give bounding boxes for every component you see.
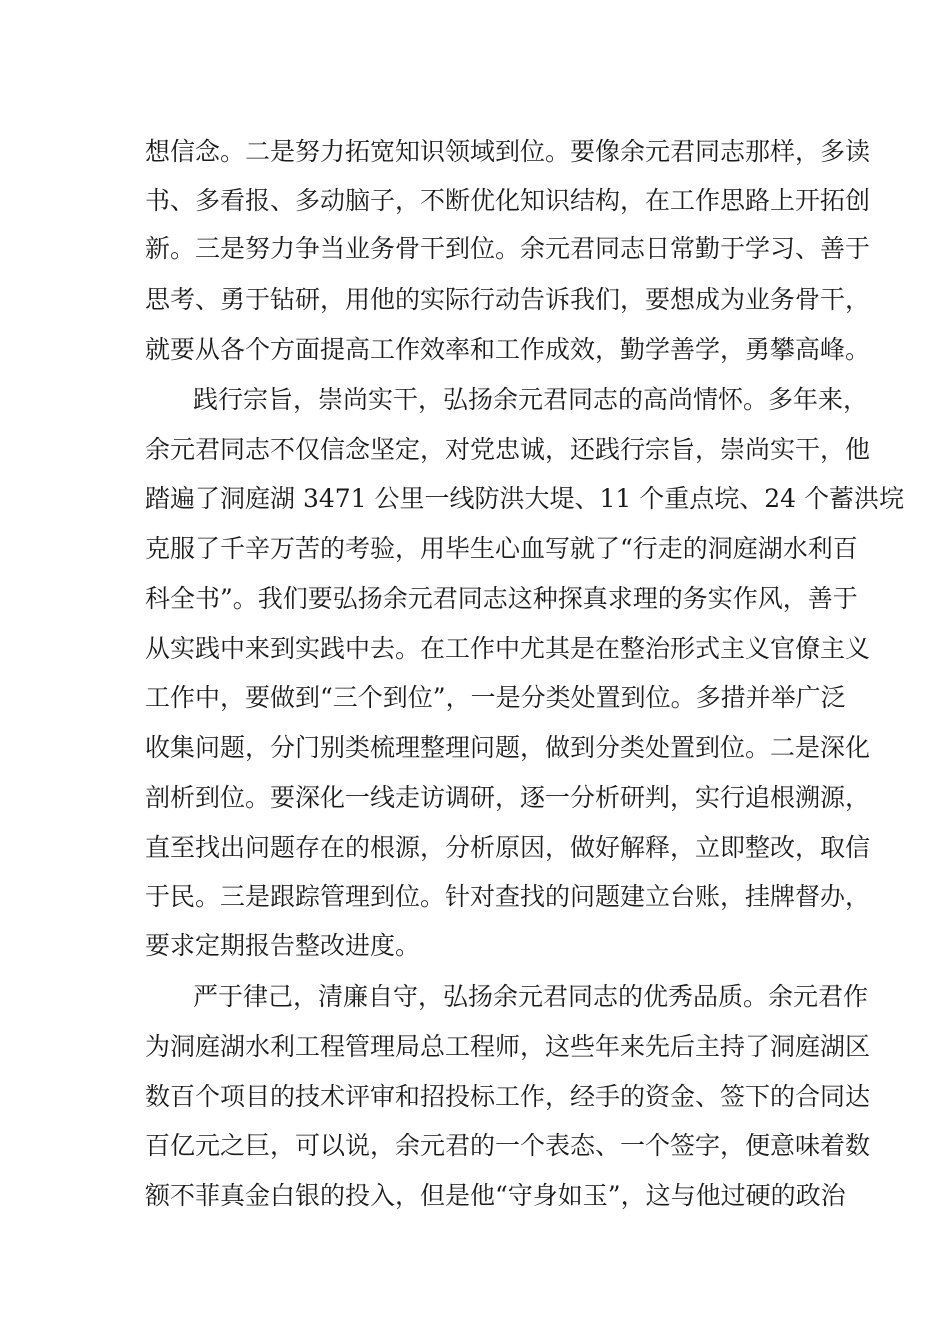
text-line: 书、多看报、多动脑子，不断优化知识结构，在工作思路上开拓创 [145, 186, 871, 215]
text-line: 为洞庭湖水利工程管理局总工程师，这些年来先后主持了洞庭湖区 [145, 1032, 871, 1061]
text-line: 从实践中来到实践中去。在工作中尤其是在整治形式主义官僚主义 [145, 634, 871, 663]
text-line: 想信念。二是努力拓宽知识领域到位。要像余元君同志那样，多读 [145, 137, 871, 166]
text-line: 额不菲真金白银的投入，但是他“守身如玉”，这与他过硬的政治 [145, 1181, 846, 1210]
paragraph-first-line: 践行宗旨，崇尚实干，弘扬余元君同志的高尚情怀。多年来， [193, 385, 869, 414]
text-line: 数百个项目的技术评审和招投标工作，经手的资金、签下的合同达 [145, 1082, 871, 1111]
text-line: 科全书”。我们要弘扬余元君同志这种探真求理的务实作风，善于 [145, 584, 858, 613]
text-line: 思考、勇于钻研，用他的实际行动告诉我们，要想成为业务骨干， [145, 285, 871, 314]
text-line: 工作中，要做到“三个到位”，一是分类处置到位。多措并举广泛 [145, 683, 846, 712]
paragraph-first-line: 严于律己，清廉自守，弘扬余元君同志的优秀品质。余元君作 [193, 982, 869, 1011]
text-line: 于民。三是跟踪管理到位。针对查找的问题建立台账，挂牌督办， [145, 882, 871, 911]
text-line: 余元君同志不仅信念坚定，对党忠诚，还践行宗旨，崇尚实干，他 [145, 435, 871, 464]
text-line: 克服了千辛万苦的考验，用毕生心血写就了“行走的洞庭湖水利百 [145, 534, 858, 563]
text-line: 百亿元之巨，可以说，余元君的一个表态、一个签字，便意味着数 [145, 1131, 871, 1160]
text-line: 新。三是努力争当业务骨干到位。余元君同志日常勤于学习、善于 [145, 234, 871, 263]
text-line: 要求定期报告整改进度。 [145, 931, 421, 960]
text-line: 就要从各个方面提高工作效率和工作成效，勤学善学，勇攀高峰。 [145, 335, 871, 364]
text-line: 直至找出问题存在的根源，分析原因，做好解释，立即整改，取信 [145, 833, 871, 862]
text-line: 踏遍了洞庭湖 3471 公里一线防洪大堤、11 个重点垸、24 个蓄洪垸 [145, 484, 905, 513]
text-line: 收集问题，分门别类梳理整理问题，做到分类处置到位。二是深化 [145, 733, 871, 762]
text-line: 剖析到位。要深化一线走访调研，逐一分析研判，实行追根溯源， [145, 783, 871, 812]
